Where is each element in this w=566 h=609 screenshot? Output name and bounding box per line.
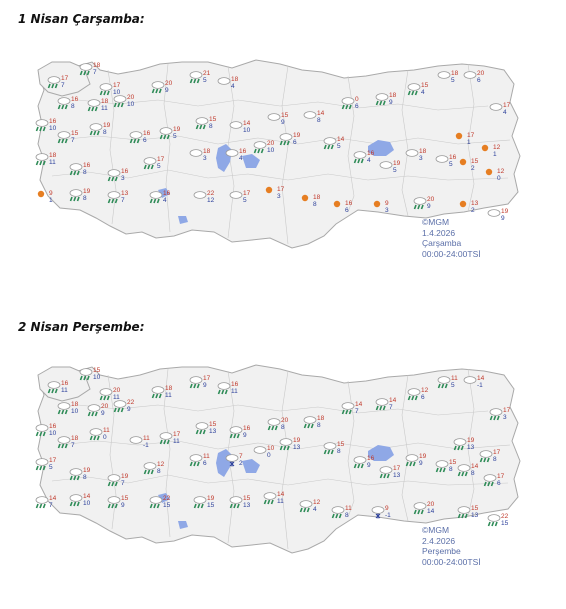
cloud-icon [226,150,238,157]
day1-stamp-day: Çarşamba [422,238,462,248]
min-temp: 11 [61,387,68,394]
max-temp: 14 [83,493,91,500]
min-temp: 13 [293,444,301,451]
max-temp: 12 [313,499,321,506]
min-temp: 1 [49,197,53,204]
day1-stamp-source: ©MGM [422,217,450,227]
min-temp: 5 [157,163,161,170]
min-temp: 13 [471,512,479,519]
day2-forecast-map [18,345,533,600]
max-temp: 17 [493,449,501,456]
cloud-icon [464,377,476,384]
min-temp: 0 [497,175,501,182]
sun-icon [374,201,380,207]
min-temp: 4 [239,155,243,162]
sun-icon [456,133,462,139]
max-temp: 13 [121,190,129,197]
max-temp: 13 [471,200,479,207]
min-temp: 8 [449,466,453,473]
max-temp: 12 [157,461,165,468]
max-temp: 18 [71,435,79,442]
max-temp: 11 [203,453,210,460]
min-temp: 6 [355,103,359,110]
max-temp: 17 [497,473,505,480]
min-temp: 7 [61,82,65,89]
day1-forecast-map [18,40,533,295]
rain-icon [488,515,500,526]
min-temp: 2 [471,207,475,214]
min-temp: 0 [103,434,107,441]
min-temp: 8 [103,129,107,136]
min-temp: 11 [49,159,56,166]
min-temp: 9 [281,119,285,126]
min-temp: 9 [367,462,371,469]
max-temp: 9 [385,505,389,512]
min-temp: 6 [345,207,349,214]
cloud-icon [130,437,142,444]
max-temp: 16 [121,168,129,175]
min-temp: 7 [71,137,75,144]
min-temp: 9 [427,203,431,210]
max-temp: 16 [163,190,171,197]
min-temp: 8 [337,448,341,455]
min-temp: 8 [83,195,87,202]
max-temp: 15 [209,421,217,428]
max-temp: 20 [127,94,135,101]
sun-icon [266,187,272,193]
max-temp: 18 [71,401,79,408]
day1-stamp-date: 1.4.2026 [422,227,456,238]
max-temp: 0 [355,96,359,103]
cloud-icon [190,150,202,157]
min-temp: 15 [501,520,509,527]
max-temp: 19 [83,188,91,195]
max-temp: 16 [367,455,375,462]
cloud-icon [230,122,242,129]
max-temp: 10 [267,445,275,452]
min-temp: 3 [503,414,507,421]
min-temp: 13 [393,472,401,479]
max-temp: 14 [471,463,479,470]
max-temp: 20 [427,196,435,203]
min-temp: 1 [493,151,497,158]
min-temp: 12 [207,197,215,204]
max-temp: 15 [209,116,217,123]
max-temp: 16 [231,381,239,388]
max-temp: 21 [203,70,211,77]
max-temp: 11 [345,505,352,512]
max-temp: 16 [83,162,91,169]
max-temp: 16 [49,423,57,430]
min-temp: 10 [71,408,79,415]
min-temp: 8 [71,103,75,110]
max-temp: 16 [49,118,57,125]
min-temp: 1 [467,139,471,146]
max-temp: 17 [277,186,285,193]
max-temp: 14 [337,136,345,143]
max-temp: 18 [419,148,427,155]
min-temp: 9 [165,87,169,94]
min-temp: 7 [93,69,97,76]
max-temp: 15 [93,367,101,374]
max-temp: 16 [243,425,251,432]
min-temp: 14 [427,508,435,515]
min-temp: 11 [277,498,284,505]
max-temp: 17 [243,190,251,197]
max-temp: 17 [61,75,69,82]
sun-icon [482,145,488,151]
max-temp: 17 [467,132,475,139]
max-temp: 20 [113,387,121,394]
max-temp: 9 [49,190,53,197]
min-temp: 7 [121,197,125,204]
sun-icon [460,159,466,165]
max-temp: 22 [127,399,135,406]
max-temp: 16 [239,148,247,155]
max-temp: 17 [393,465,401,472]
max-temp: 20 [101,403,109,410]
min-temp: 7 [121,480,125,487]
max-temp: 18 [451,70,459,77]
cloud-icon [230,192,242,199]
min-temp: 13 [467,444,475,451]
min-temp: 8 [83,169,87,176]
max-temp: 19 [121,473,129,480]
max-temp: 18 [313,194,321,201]
min-temp: 5 [451,77,455,84]
max-temp: 18 [203,148,211,155]
min-temp: 7 [389,404,393,411]
min-temp: 4 [503,109,507,116]
max-temp: 14 [317,110,325,117]
min-temp: 6 [143,137,147,144]
max-temp: 17 [203,375,211,382]
max-temp: 20 [427,501,435,508]
sun-icon [334,201,340,207]
min-temp: 5 [337,143,341,150]
cloud-icon [304,112,316,119]
max-temp: 14 [389,397,397,404]
day2-stamp-day: Perşembe [422,546,461,556]
cloud-icon [406,150,418,157]
min-temp: 10 [127,101,135,108]
max-temp: 16 [61,380,69,387]
min-temp: 8 [281,424,285,431]
min-temp: 10 [113,89,121,96]
max-temp: 19 [293,437,301,444]
day2-stamp-date: 2.4.2026 [422,535,456,546]
max-temp: 18 [165,385,173,392]
min-temp: 10 [267,147,275,154]
min-temp: 0 [267,452,271,459]
max-temp: 14 [243,120,251,127]
max-temp: 19 [173,126,181,133]
min-temp: 13 [243,502,251,509]
cloud-icon [438,72,450,79]
max-temp: 19 [393,160,401,167]
min-temp: 9 [389,99,393,106]
max-temp: 22 [207,190,215,197]
cloud-icon [464,72,476,79]
max-temp: 15 [337,441,345,448]
day2-stamp [422,525,481,567]
min-temp: 8 [209,123,213,130]
sun-icon [302,195,308,201]
max-temp: 9 [385,200,389,207]
min-temp: 3 [277,193,281,200]
min-temp: 10 [49,125,57,132]
min-temp: 11 [113,394,120,401]
max-temp: 16 [143,130,151,137]
max-temp: 19 [501,208,509,215]
max-temp: 17 [173,431,181,438]
max-temp: 15 [71,130,79,137]
max-temp: 18 [49,152,57,159]
max-temp: 19 [83,467,91,474]
min-temp: 6 [203,460,207,467]
max-temp: 20 [165,80,173,87]
min-temp: -1 [143,442,149,449]
max-temp: 12 [493,144,501,151]
max-temp: 19 [467,437,475,444]
max-temp: 11 [103,427,110,434]
min-temp: 4 [313,506,317,513]
min-temp: 8 [493,456,497,463]
min-temp: 8 [157,468,161,475]
max-temp: 18 [231,76,239,83]
min-temp: 3 [203,155,207,162]
max-temp: 16 [71,96,79,103]
min-temp: 9 [501,215,505,222]
max-temp: 17 [157,156,165,163]
max-temp: 19 [207,495,215,502]
cloud-icon [254,447,266,454]
min-temp: 5 [451,382,455,389]
max-temp: 11 [143,435,150,442]
min-temp: 13 [209,428,217,435]
min-temp: 9 [203,382,207,389]
min-temp: 3 [121,175,125,182]
sun-icon [460,201,466,207]
max-temp: 20 [477,70,485,77]
max-temp: 15 [243,495,251,502]
max-temp: 17 [503,407,511,414]
max-temp: 15 [121,495,129,502]
max-temp: 20 [281,417,289,424]
min-temp: 15 [207,502,215,509]
cloud-icon [436,156,448,163]
max-temp: 14 [277,491,285,498]
min-temp: 4 [231,83,235,90]
min-temp: 8 [83,474,87,481]
min-temp: 6 [293,139,297,146]
max-temp: 17 [503,102,511,109]
max-temp: 22 [163,495,171,502]
min-temp: 15 [163,502,171,509]
day1-heading: 1 Nisan Çarşamba: [18,12,145,26]
max-temp: 20 [267,140,275,147]
max-temp: 18 [101,98,109,105]
max-temp: 14 [49,495,57,502]
cloud-icon [380,162,392,169]
max-temp: 14 [477,375,485,382]
rain-icon [36,497,48,508]
min-temp: 8 [313,201,317,208]
min-temp: 11 [231,388,238,395]
max-temp: 15 [421,82,429,89]
max-temp: 18 [317,415,325,422]
sun-icon [486,169,492,175]
min-temp: 8 [317,117,321,124]
min-temp: 8 [317,422,321,429]
min-temp: 5 [173,133,177,140]
min-temp: 10 [83,500,91,507]
min-temp: 9 [243,432,247,439]
min-temp: 5 [449,161,453,168]
max-temp: 15 [471,158,479,165]
day2-heading: 2 Nisan Perşembe: [18,320,145,334]
min-temp: 4 [163,197,167,204]
min-temp: 5 [49,464,53,471]
min-temp: 11 [165,392,172,399]
max-temp: 22 [501,513,509,520]
min-temp: 5 [203,77,207,84]
min-temp: -1 [385,512,391,519]
max-temp: 16 [345,200,353,207]
day1-stamp-period: 00:00-24:00TSİ [422,248,481,259]
max-temp: 19 [419,453,427,460]
min-temp: 9 [101,410,105,417]
min-temp: 6 [477,77,481,84]
min-temp: 9 [121,502,125,509]
min-temp: 7 [71,442,75,449]
min-temp: 9 [419,460,423,467]
min-temp: 8 [471,470,475,477]
max-temp: 18 [93,62,101,69]
min-temp: 9 [127,406,131,413]
max-temp: 19 [293,132,301,139]
cloud-icon [490,104,502,111]
max-temp: 16 [367,150,375,157]
max-temp: 19 [103,122,111,129]
min-temp: 7 [49,502,53,509]
min-temp: 10 [49,430,57,437]
min-temp: 11 [173,438,180,445]
min-temp: 7 [355,408,359,415]
max-temp: 12 [421,387,429,394]
max-temp: 15 [281,112,289,119]
min-temp: 2 [239,460,243,467]
min-temp: 5 [243,197,247,204]
max-temp: 14 [355,401,363,408]
max-temp: 15 [449,459,457,466]
max-temp: 7 [239,453,243,460]
min-temp: 3 [385,207,389,214]
min-temp: 11 [101,105,108,112]
min-temp: 10 [93,374,101,381]
min-temp: 10 [243,127,251,134]
min-temp: 6 [421,394,425,401]
min-temp: 2 [471,165,475,172]
min-temp: 8 [345,512,349,519]
cloud-icon [268,114,280,121]
max-temp: 17 [113,82,121,89]
cloud-icon [194,192,206,199]
max-temp: 15 [471,505,479,512]
min-temp: 3 [419,155,423,162]
max-temp: 16 [449,154,457,161]
cloud-icon [218,78,230,85]
day2-stamp-source: ©MGM [422,525,450,535]
cloud-icon [488,210,500,217]
min-temp: -1 [477,382,483,389]
sun-icon [38,191,44,197]
max-temp: 11 [451,375,458,382]
min-temp: 4 [367,157,371,164]
max-temp: 12 [497,168,505,175]
min-temp: 5 [393,167,397,174]
min-temp: 6 [497,480,501,487]
max-temp: 17 [49,457,57,464]
day2-stamp-period: 00:00-24:00TSİ [422,556,481,567]
min-temp: 4 [421,89,425,96]
max-temp: 18 [389,92,397,99]
day1-stamp [422,217,481,259]
